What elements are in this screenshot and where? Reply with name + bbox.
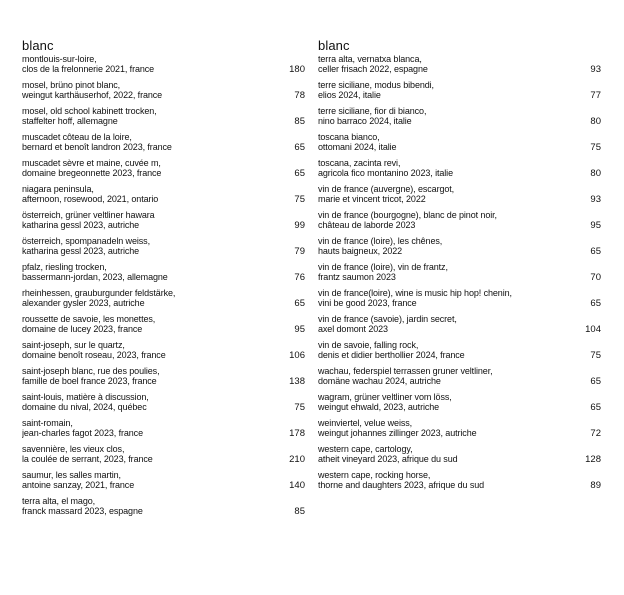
wine-producer-line: domaine du nival, 2024, québec: [22, 402, 147, 412]
wine-region-line: montlouis-sur-loire,: [22, 55, 97, 64]
wine-entry: [318, 367, 601, 393]
wine-price: 79: [294, 245, 305, 257]
wine-region-line: saint-louis, matière à discussion,: [22, 393, 149, 402]
wine-price: 65: [590, 245, 601, 257]
wine-region-line: terre siciliane, modus bibendi,: [318, 81, 434, 90]
wine-producer-line: jean-charles fagot 2023, france: [22, 428, 143, 438]
wine-region-line: muscadet côteau de la loire,: [22, 133, 132, 142]
wine-price: 65: [294, 297, 305, 309]
wine-price: 75: [294, 401, 305, 413]
wine-entry: [318, 419, 601, 445]
wine-entry: [318, 263, 601, 289]
wine-entry: [318, 315, 601, 341]
wine-price: 72: [590, 427, 601, 439]
wine-entry: [318, 211, 601, 237]
wine-region-line: vin de france (loire), vin de frantz,: [318, 263, 448, 272]
wine-region-line: toscana, zacinta revi,: [318, 159, 401, 168]
wine-region-line: vin de france (savoie), jardin secret,: [318, 315, 457, 324]
wine-region-line: rheinhessen, grauburgunder feldstärke,: [22, 289, 176, 298]
wine-price: 104: [585, 323, 601, 335]
wine-price: 65: [294, 141, 305, 153]
wine-price: 75: [590, 349, 601, 361]
wine-producer-line: clos de la frelonnerie 2021, france: [22, 64, 155, 74]
wine-region-line: roussette de savoie, les monettes,: [22, 315, 156, 324]
wine-price: 75: [590, 141, 601, 153]
wine-producer-line: domaine bregeonnette 2023, france: [22, 168, 162, 178]
wine-producer-line: axel domont 2023: [318, 324, 388, 334]
wine-price: 93: [590, 63, 601, 75]
wine-producer-line: domäne wachau 2024, autriche: [318, 376, 441, 386]
wine-producer-line: bernard et benoît landron 2023, france: [22, 142, 172, 152]
wine-entry: [22, 419, 305, 445]
wine-producer-line: château de laborde 2023: [318, 220, 416, 230]
wine-entry: [22, 367, 305, 393]
wine-price: 65: [590, 375, 601, 387]
wine-region-line: vin de france(loire), wine is music hip hop! chenin,: [318, 289, 512, 298]
wine-entry: [318, 393, 601, 419]
wine-entry: [22, 263, 305, 289]
wine-entry: [22, 289, 305, 315]
wine-region-line: vin de france (bourgogne), blanc de pinot noir,: [318, 211, 497, 220]
wine-region-line: wachau, federspiel terrassen gruner veltliner,: [318, 367, 493, 376]
wine-producer-line: weingut karthäuserhof, 2022, france: [22, 90, 163, 100]
wine-entry: [22, 185, 305, 211]
wine-price: 85: [294, 505, 305, 517]
wine-price: 65: [294, 167, 305, 179]
wine-price: 99: [294, 219, 305, 231]
wine-price: 80: [590, 167, 601, 179]
wine-region-line: muscadet sèvre et maine, cuvée m,: [22, 159, 161, 168]
wine-producer-line: thorne and daughters 2023, afrique du sud: [318, 480, 485, 490]
wine-region-line: vin de savoie, falling rock,: [318, 341, 419, 350]
wine-list-left-column: [22, 38, 305, 523]
wine-region-line: terra alta, vernatxa blanca,: [318, 55, 422, 64]
wine-producer-line: frantz saumon 2023: [318, 272, 396, 282]
wine-producer-line: nino barraco 2024, italie: [318, 116, 412, 126]
wine-entry: [22, 55, 305, 81]
wine-entry: [22, 159, 305, 185]
wine-entry: [22, 81, 305, 107]
section-heading: blanc: [318, 38, 350, 53]
wine-producer-line: la coulée de serrant, 2023, france: [22, 454, 153, 464]
wine-producer-line: domaine de lucey 2023, france: [22, 324, 143, 334]
wine-region-line: mosel, old school kabinett trocken,: [22, 107, 157, 116]
wine-entry: [22, 211, 305, 237]
wine-region-line: vin de france (loire), les chênes,: [318, 237, 443, 246]
wine-list-right-column: [318, 38, 601, 497]
wine-entry: [318, 81, 601, 107]
wine-region-line: vin de france (auvergne), escargot,: [318, 185, 455, 194]
wine-producer-line: afternoon, rosewood, 2021, ontario: [22, 194, 159, 204]
wine-producer-line: elios 2024, italie: [318, 90, 381, 100]
wine-producer-line: famille de boel france 2023, france: [22, 376, 157, 386]
wine-price: 106: [289, 349, 305, 361]
wine-region-line: terra alta, el mago,: [22, 497, 96, 506]
wine-price: 93: [590, 193, 601, 205]
wine-entry: [318, 107, 601, 133]
wine-region-line: österreich, spompanadeln weiss,: [22, 237, 150, 246]
wine-producer-line: staffelter hoff, allemagne: [22, 116, 118, 126]
wine-region-line: wagram, grüner veltliner vom löss,: [318, 393, 452, 402]
wine-price: 95: [294, 323, 305, 335]
wine-producer-line: celler frisach 2022, espagne: [318, 64, 428, 74]
wine-producer-line: agricola fico montanino 2023, italie: [318, 168, 453, 178]
wine-region-line: saint-joseph blanc, rue des poulies,: [22, 367, 160, 376]
wine-price: 77: [590, 89, 601, 101]
wine-entry: [22, 497, 305, 523]
wine-region-line: pfalz, riesling trocken,: [22, 263, 107, 272]
wine-producer-line: atheit vineyard 2023, afrique du sud: [318, 454, 458, 464]
wine-producer-line: alexander gysler 2023, autriche: [22, 298, 145, 308]
wine-producer-line: domaine benoît roseau, 2023, france: [22, 350, 166, 360]
wine-entry: [318, 55, 601, 81]
wine-producer-line: katharina gessl 2023, autriche: [22, 246, 140, 256]
wine-price: 65: [590, 401, 601, 413]
wine-entry: [22, 315, 305, 341]
wine-price: 75: [294, 193, 305, 205]
wine-entry: [318, 341, 601, 367]
wine-entry: [318, 237, 601, 263]
wine-price: 95: [590, 219, 601, 231]
wine-producer-line: ottomani 2024, italie: [318, 142, 397, 152]
wine-region-line: österreich, grüner veltliner hawara: [22, 211, 155, 220]
wine-price: 78: [294, 89, 305, 101]
wine-entry: [22, 471, 305, 497]
wine-entry: [22, 445, 305, 471]
wine-region-line: saint-joseph, sur le quartz,: [22, 341, 125, 350]
wine-region-line: saint-romain,: [22, 419, 73, 428]
wine-region-line: terre siciliane, fior di bianco,: [318, 107, 427, 116]
wine-price: 76: [294, 271, 305, 283]
wine-producer-line: weingut ehwald, 2023, autriche: [318, 402, 440, 412]
wine-entry: [22, 107, 305, 133]
wine-entry: [22, 341, 305, 367]
wine-list: [318, 55, 601, 497]
wine-entry: [22, 237, 305, 263]
wine-region-line: western cape, cartology,: [318, 445, 413, 454]
wine-price: 89: [590, 479, 601, 491]
wine-price: 70: [590, 271, 601, 283]
wine-producer-line: franck massard 2023, espagne: [22, 506, 143, 516]
wine-producer-line: antoine sanzay, 2021, france: [22, 480, 135, 490]
wine-price: 178: [289, 427, 305, 439]
wine-entry: [318, 185, 601, 211]
wine-region-line: niagara peninsula,: [22, 185, 94, 194]
wine-producer-line: marie et vincent tricot, 2022: [318, 194, 426, 204]
wine-producer-line: hauts baigneux, 2022: [318, 246, 403, 256]
wine-producer-line: weingut johannes zillinger 2023, autriche: [318, 428, 477, 438]
wine-region-line: toscana bianco,: [318, 133, 380, 142]
wine-entry: [318, 289, 601, 315]
wine-region-line: savennière, les vieux clos,: [22, 445, 125, 454]
wine-price: 210: [289, 453, 305, 465]
wine-region-line: weinviertel, velue weiss,: [318, 419, 413, 428]
wine-price: 138: [289, 375, 305, 387]
wine-region-line: saumur, les salles martin,: [22, 471, 121, 480]
wine-entry: [318, 159, 601, 185]
wine-price: 65: [590, 297, 601, 309]
wine-region-line: mosel, brüno pinot blanc,: [22, 81, 121, 90]
wine-producer-line: katharina gessl 2023, autriche: [22, 220, 140, 230]
section-heading: blanc: [22, 38, 54, 53]
wine-price: 140: [289, 479, 305, 491]
wine-price: 80: [590, 115, 601, 127]
wine-price: 85: [294, 115, 305, 127]
wine-region-line: western cape, rocking horse,: [318, 471, 431, 480]
wine-producer-line: bassermann-jordan, 2023, allemagne: [22, 272, 168, 282]
wine-producer-line: denis et didier berthollier 2024, france: [318, 350, 465, 360]
wine-entry: [318, 445, 601, 471]
wine-entry: [22, 133, 305, 159]
wine-entry: [318, 471, 601, 497]
wine-price: 180: [289, 63, 305, 75]
wine-entry: [22, 393, 305, 419]
wine-price: 128: [585, 453, 601, 465]
wine-list: [22, 55, 305, 523]
wine-producer-line: vini be good 2023, france: [318, 298, 417, 308]
wine-entry: [318, 133, 601, 159]
